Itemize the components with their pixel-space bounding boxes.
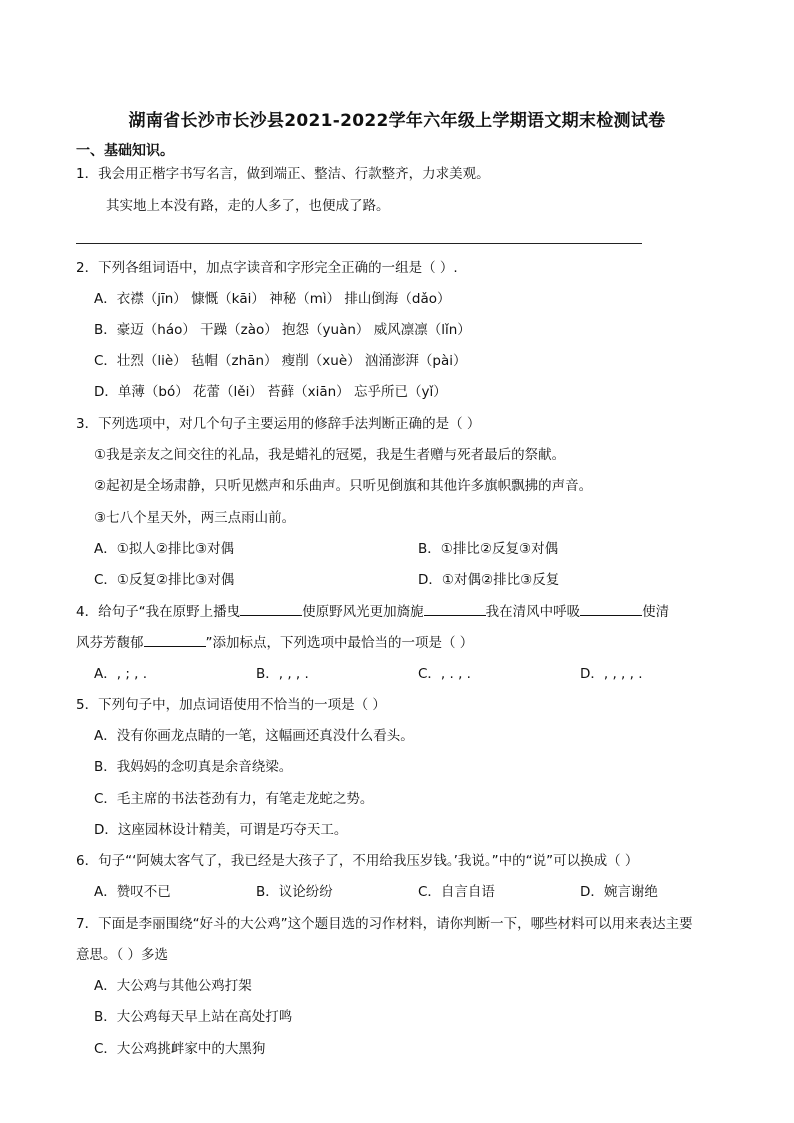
- question-4-stem-line-1: [76, 601, 669, 622]
- question-5-stem: 5．下列句子中，加点词语使用不恰当的一项是（ ）: [76, 697, 386, 713]
- question-6-stem: 6．句子“‘阿姨太客气了，我已经是大孩子了，不用给我压岁钱。’我说。”中的“说”可以换成（ ）: [76, 853, 639, 869]
- question-5-option-c[interactable]: C．毛主席的书法苍劲有力，有笔走龙蛇之势。: [94, 791, 374, 807]
- question-4-line-2b: ”添加标点，下列选项中最恰当的一项是（ ）: [205, 635, 474, 651]
- question-2-stem: 2．下列各组词语中，加点字读音和字形完全正确的一组是（ ）.: [76, 260, 458, 276]
- question-4-option-b[interactable]: B．, , , .: [256, 666, 309, 682]
- blank-4[interactable]: [144, 632, 206, 647]
- question-3-sentence-3: ③七八个星天外，两三点雨山前。: [94, 510, 296, 526]
- question-6-option-d[interactable]: D．婉言谢绝: [580, 884, 658, 900]
- question-7-stem-line-1: 7．下面是李丽围绕“好斗的大公鸡”这个题目选的习作材料，请你判断一下，哪些材料可以用来表达主要: [76, 916, 693, 932]
- question-3-option-d[interactable]: D．①对偶②排比③反复: [418, 572, 560, 588]
- question-2-option-b[interactable]: B．豪迈（háo） 干躁（zào） 抱怨（yuàn） 威风凛凛（lǐn）: [94, 322, 471, 338]
- question-4-option-a[interactable]: A．, ; , .: [94, 666, 148, 682]
- question-4-option-c[interactable]: C．, . , .: [418, 666, 471, 682]
- question-6-option-b[interactable]: B．议论纷纷: [256, 884, 333, 900]
- question-6-option-a[interactable]: A．赞叹不已: [94, 884, 171, 900]
- question-5-option-b[interactable]: B．我妈妈的念叨真是余音绕梁。: [94, 759, 293, 775]
- question-6-option-c[interactable]: C．自言自语: [418, 884, 495, 900]
- question-3-sentence-2: ②起初是全场肃静，只听见燃声和乐曲声。只听见倒旗和其他许多旗帜飘拂的声音。: [94, 478, 593, 494]
- question-4-part-3: 我在清风中呼吸: [485, 604, 581, 620]
- question-2-option-c[interactable]: C．壮烈（liè） 毡帽（zhān） 瘦削（xuè） 汹涌澎湃（pài）: [94, 353, 467, 369]
- question-5-option-a[interactable]: A．没有你画龙点睛的一笔，这幅画还真没什么看头。: [94, 728, 414, 744]
- section-heading: 一、基础知识。: [76, 143, 174, 159]
- question-3-option-a[interactable]: A．①拟人②排比③对偶: [94, 541, 235, 557]
- question-4-stem-line-2: [76, 632, 473, 653]
- question-7-option-b[interactable]: B．大公鸡每天早上站在高处打鸣: [94, 1009, 293, 1025]
- question-5-option-d[interactable]: D．这座园林设计精美，可谓是巧夺天工。: [94, 822, 348, 838]
- blank-1[interactable]: [240, 601, 302, 616]
- question-4-option-d[interactable]: D．, , , , .: [580, 666, 643, 682]
- question-2-option-d[interactable]: D．单薄（bó） 花蕾（lěi） 苔藓（xiān） 忘乎所已（yǐ）: [94, 384, 447, 400]
- question-7-option-c[interactable]: C．大公鸡挑衅家中的大黑狗: [94, 1041, 266, 1057]
- question-3-sentence-1: ①我是亲友之间交往的礼品，我是蜡礼的冠冕，我是生者赠与死者最后的祭献。: [94, 447, 566, 463]
- question-4-part-2: 使原野风光更加旖旎: [302, 604, 424, 620]
- question-4-part-1: 4．给句子“我在原野上播曳: [76, 604, 241, 620]
- blank-3[interactable]: [580, 601, 642, 616]
- answer-line[interactable]: [76, 243, 642, 244]
- question-1-quote: 其实地上本没有路，走的人多了，也便成了路。: [106, 198, 390, 214]
- exam-title: 湖南省长沙市长沙县2021-2022学年六年级上学期语文期末检测试卷: [128, 111, 666, 131]
- question-4-line-2a: 风芬芳馥郁: [76, 635, 144, 651]
- question-3-stem: 3．下列选项中，对几个句子主要运用的修辞手法判断正确的是（ ）: [76, 416, 481, 432]
- question-7-option-a[interactable]: A．大公鸡与其他公鸡打架: [94, 978, 252, 994]
- question-1-stem: 1．我会用正楷字书写名言，做到端正、整洁、行款整齐，力求美观。: [76, 166, 490, 182]
- question-7-stem-line-2: 意思。（ ）多选: [76, 947, 169, 963]
- question-3-option-b[interactable]: B．①排比②反复③对偶: [418, 541, 559, 557]
- question-2-option-a[interactable]: A．衣襟（jīn） 慷慨（kāi） 神秘（mì） 排山倒海（dǎo）: [94, 291, 451, 307]
- question-3-option-c[interactable]: C．①反复②排比③对偶: [94, 572, 235, 588]
- question-4-part-4: 使清: [642, 604, 670, 620]
- blank-2[interactable]: [424, 601, 486, 616]
